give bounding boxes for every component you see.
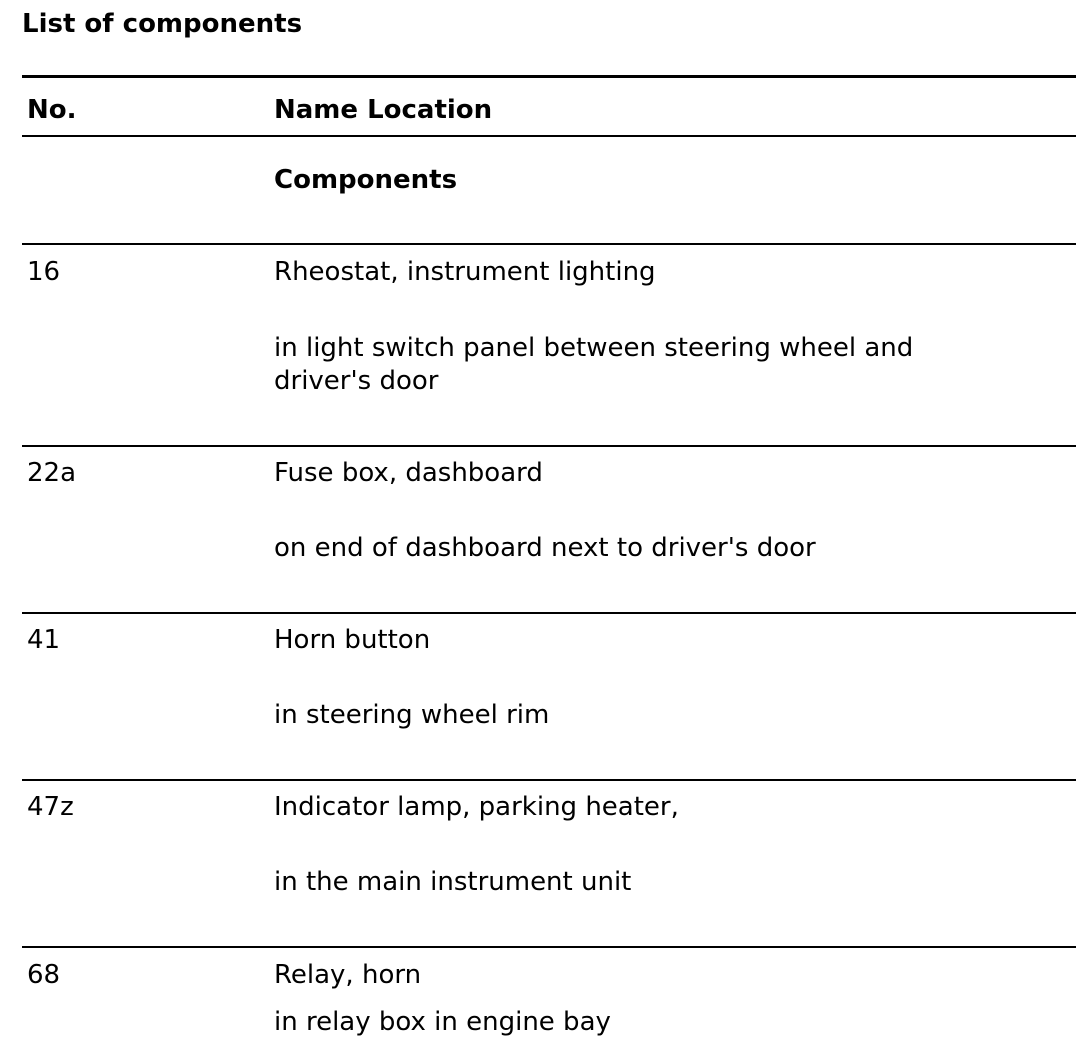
row-divider <box>22 612 1076 614</box>
row-location: in the main instrument unit <box>274 867 632 897</box>
row-name: Relay, horn <box>274 960 422 990</box>
row-no: 22a <box>27 458 77 488</box>
row-no: 16 <box>27 257 61 287</box>
row-name: Horn button <box>274 625 431 655</box>
row-location: in light switch panel between steering wheel and driver's door <box>274 333 914 396</box>
header-name-location: Name Location <box>274 95 493 125</box>
row-divider <box>22 445 1076 447</box>
page-title: List of components <box>22 9 303 39</box>
row-no: 47z <box>27 792 74 822</box>
row-no: 41 <box>27 625 61 655</box>
section-label: Components <box>274 165 458 195</box>
row-divider <box>22 779 1076 781</box>
row-name: Fuse box, dashboard <box>274 458 543 488</box>
header-no: No. <box>27 95 77 125</box>
row-location: on end of dashboard next to driver's door <box>274 533 816 563</box>
row-no: 68 <box>27 960 61 990</box>
row-name: Rheostat, instrument lighting <box>274 257 656 287</box>
row-name: Indicator lamp, parking heater, <box>274 792 679 822</box>
table-top-rule <box>22 75 1076 78</box>
row-location: in relay box in engine bay <box>274 1007 611 1037</box>
row-divider <box>22 243 1076 245</box>
row-divider <box>22 946 1076 948</box>
header-rule <box>22 135 1076 137</box>
row-location: in steering wheel rim <box>274 700 550 730</box>
